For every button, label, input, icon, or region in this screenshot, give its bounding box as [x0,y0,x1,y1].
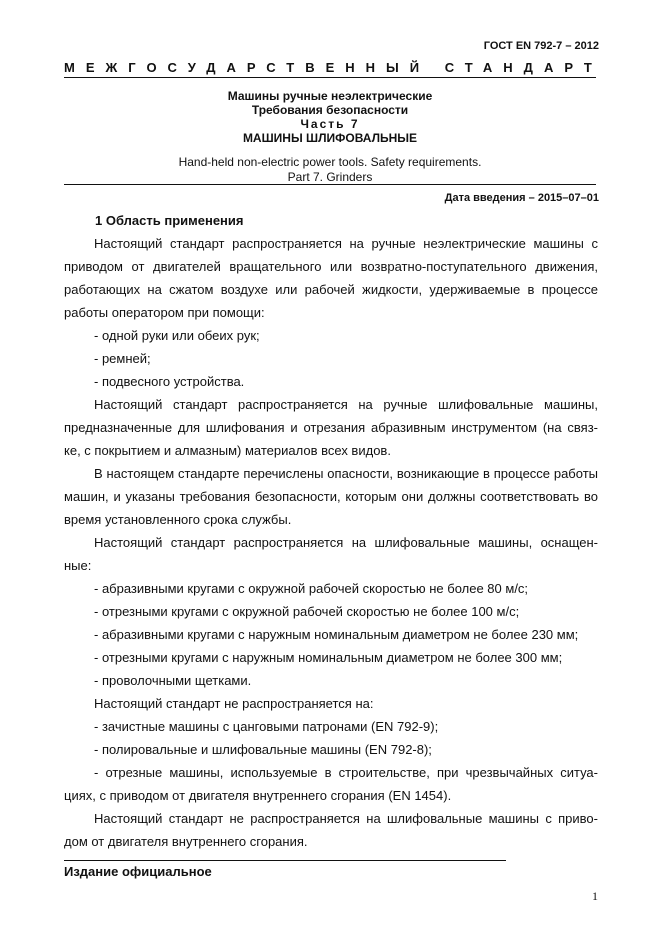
list-item: - отрезными кругами с окружной рабочей скоростью не более 100 м/с; [94,604,520,619]
body-line: Настоящий стандарт распространяется на ручные шлифовальные машины, [94,397,598,412]
body-line: Настоящий стандарт распространяется на шлифовальные машины, оснащен- [94,535,598,550]
english-title-line-1: Hand-held non-electric power tools. Safety requirements. [178,155,482,169]
title-line-3: Часть 7 [300,117,360,131]
list-item: - абразивными кругами с наружным номинальным диаметром не более 230 мм; [94,627,579,642]
list-item: - отрезными кругами с наружным номинальным диаметром не более 300 мм; [94,650,563,665]
body-line: ке, с покрытием и алмазным) материалов всех видов. [64,443,391,458]
list-item: - абразивными кругами с окружной рабочей скоростью не более 80 м/с; [94,581,529,596]
body-line: ные: [64,558,92,573]
english-title [64,155,596,185]
introduction-date: Дата введения – 2015–07–01 [444,192,599,204]
body-line: работающих на сжатом воздухе или рабочей жидкости, удерживаемые в процессе [64,282,598,297]
body-line: Настоящий стандарт не распространяется на шлифовальные машины с приво- [94,811,598,826]
body-line: время установленного срока службы. [64,512,292,527]
list-item: - отрезные машины, используемые в строительстве, при чрезвычайных ситуа- [94,765,598,780]
body-line: дом от двигателя внутреннего сгорания. [64,834,308,849]
page-number: 1 [592,889,598,903]
list-item: - одной руки или обеих рук; [94,328,260,343]
body-line: работы оператором при помощи: [64,305,265,320]
list-item: - подвесного устройства. [94,374,245,389]
section-body [64,232,598,853]
body-line: машин, и указаны требования безопасности, которым они должны соответствовать во [64,489,598,504]
title-divider [64,184,596,185]
body-line: предназначенные для шлифования и отрезания абразивным инструментом (на связ- [64,420,598,435]
list-item: - зачистные машины с цанговыми патронами (EN 792-9); [94,719,439,734]
footer-divider [64,860,506,861]
list-item: - проволочными щетками. [94,673,252,688]
english-title-line-2: Part 7. Grinders [287,170,373,184]
interstate-standard-label: МЕЖГОСУДАРСТВЕННЫЙ СТАНДАРТ [64,60,603,75]
title-line-2: Требования безопасности [251,103,409,117]
edition-label: Издание официальное [64,864,212,879]
standard-code: ГОСТ EN 792-7 – 2012 [483,40,599,52]
body-line: Настоящий стандарт не распространяется на: [94,696,374,711]
body-line: циях, с приводом от двигателя внутреннего сгорания (EN 1454). [64,788,452,803]
document-title [64,89,596,145]
list-item: - ремней; [94,351,151,366]
header-divider [64,77,596,78]
title-line-1: Машины ручные неэлектрические [227,89,433,103]
body-line: В настоящем стандарте перечислены опасности, возникающие в процессе работы [94,466,598,481]
body-line: приводом от двигателей вращательного или возвратно-поступательного движения, [64,259,598,274]
section-heading: 1 Область применения [95,213,244,228]
title-line-4: МАШИНЫ ШЛИФОВАЛЬНЫЕ [242,131,418,145]
list-item: - полировальные и шлифовальные машины (EN 792-8); [94,742,432,757]
body-line: Настоящий стандарт распространяется на ручные неэлектрические машины с [94,236,598,251]
